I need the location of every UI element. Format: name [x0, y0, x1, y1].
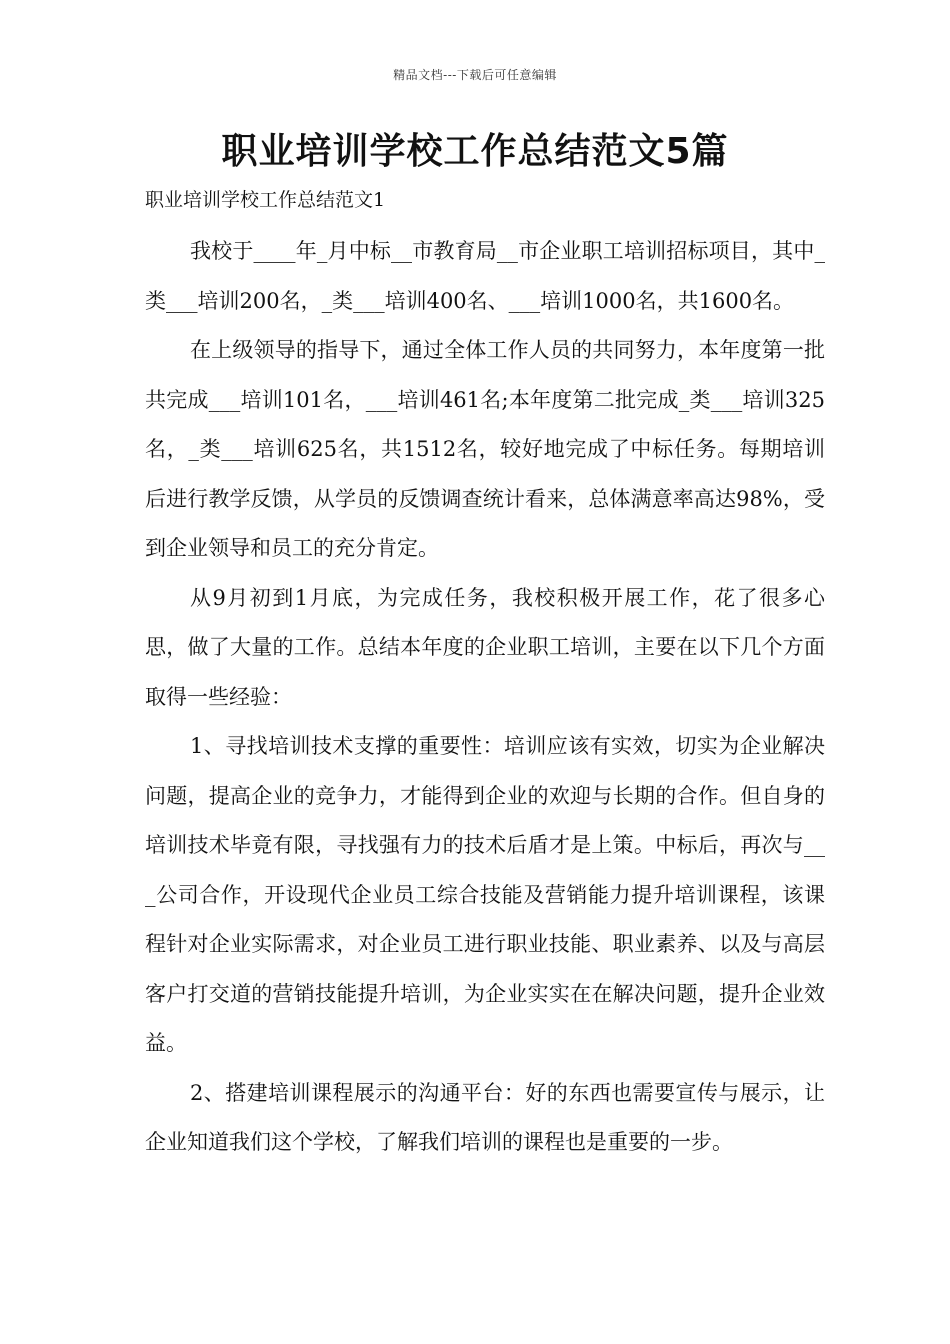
paragraph: 在上级领导的指导下，通过全体工作人员的共同努力，本年度第一批共完成___培训101名，___培训461名;本年度第二批完成_类___培训325名，_类___培训625名，共1512名，较好地完成了中标任务。每期培训后进行教学反馈，从学员的反馈调查统计看来，总体满意率高达98%，受到企业领导和员工的充分肯定。: [145, 338, 825, 560]
document-title: 职业培训学校工作总结范文5篇: [221, 131, 729, 172]
paragraph: 我校于____年_月中标__市教育局__市企业职工培训招标项目，其中_类___培训200名，_类___培训400名、___培训1000名，共1600名。: [145, 239, 825, 313]
paragraph: 1、寻找培训技术支撑的重要性：培训应该有实效，切实为企业解决问题，提高企业的竞争力，才能得到企业的欢迎与长期的合作。但自身的培训技术毕竟有限，寻找强有力的技术后盾才是上策。中标后，再次与___公司合作，开设现代企业员工综合技能及营销能力提升培训课程，该课程针对企业实际需求，对企业员工进行职业技能、职业素养、以及与高层客户打交道的营销技能提升培训，为企业实实在在解决问题，提升企业效益。: [145, 734, 825, 1055]
header-note: 精品文档---下载后可任意编辑: [393, 68, 557, 82]
section-heading: 职业培训学校工作总结范文1: [145, 189, 386, 211]
paragraph: 2、搭建培训课程展示的沟通平台：好的东西也需要宣传与展示，让企业知道我们这个学校，了解我们培训的课程也是重要的一步。: [145, 1080, 825, 1154]
body-text: [145, 227, 825, 1168]
paragraph: 从9月初到1月底，为完成任务，我校积极开展工作，花了很多心思，做了大量的工作。总结本年度的企业职工培训，主要在以下几个方面取得一些经验：: [145, 585, 825, 709]
